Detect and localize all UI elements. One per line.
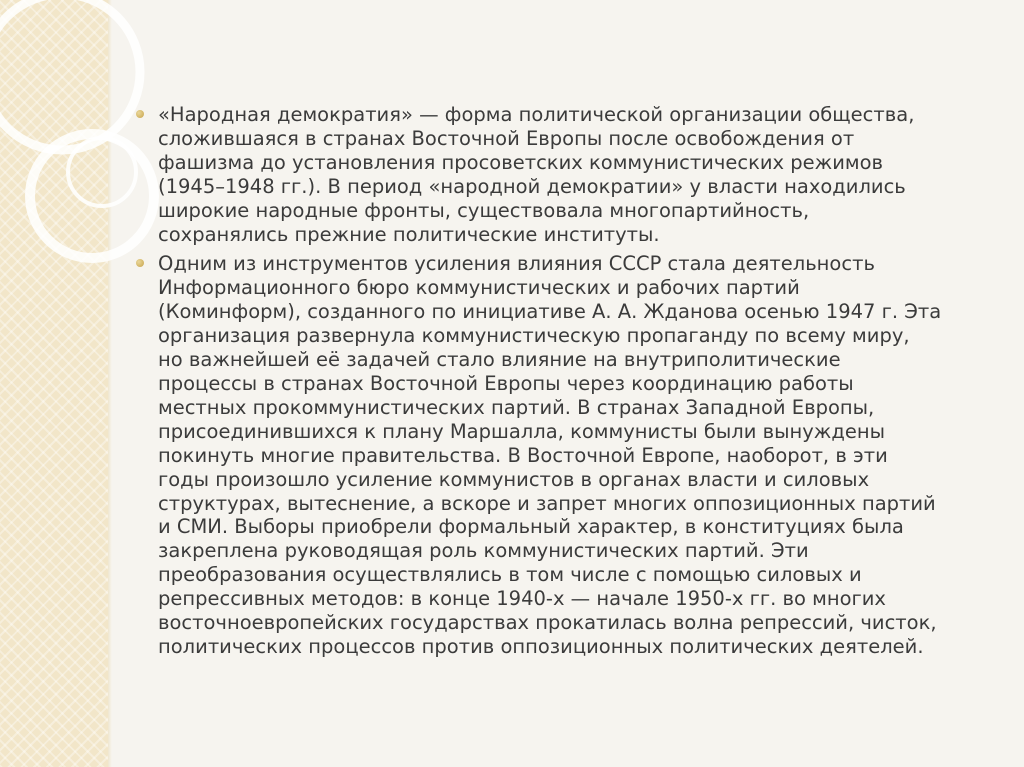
bullet-line: широкие народные фронты, существовала многопартийность, bbox=[158, 198, 810, 222]
bullet-line: структурах, вытеснение, а вскоре и запрет многих оппозиционных партий bbox=[158, 491, 936, 515]
bullet-list bbox=[136, 103, 986, 659]
bullet-line: сохранялись прежние политические институты. bbox=[158, 222, 660, 246]
bullet-line: организация развернула коммунистическую пропаганду по всему миру, bbox=[158, 324, 910, 348]
bullet-line: восточноевропейских государствах прокатилась волна репрессий, чисток, bbox=[158, 611, 937, 635]
bullet-people-democracy bbox=[136, 103, 986, 246]
bullet-line: фашизма до установления просоветских коммунистических режимов bbox=[158, 150, 884, 174]
bullet-line: Информационного бюро коммунистических и рабочих партий bbox=[158, 276, 800, 300]
bullet-line: сложившаяся в странах Восточной Европы после освобождения от bbox=[158, 126, 855, 150]
bullet-line: (Коминформ), созданного по инициативе А. А. Жданова осенью 1947 г. Эта bbox=[158, 300, 942, 324]
bullet-line: «Народная демократия» — форма политической организации общества, bbox=[158, 103, 915, 126]
bullet-line: Одним из инструментов усиления влияния СССР стала деятельность bbox=[158, 252, 875, 276]
ring-large bbox=[0, 0, 140, 150]
ring-small bbox=[68, 138, 136, 206]
bullet-line: покинуть многие правительства. В Восточной Европе, наоборот, в эти bbox=[158, 443, 888, 467]
bullet-line: преобразования осуществлялись в том числе с помощью силовых и bbox=[158, 563, 862, 587]
slide-content bbox=[136, 103, 986, 665]
bullet-line: присоединившихся к плану Маршалла, коммунисты были вынуждены bbox=[158, 419, 885, 443]
bullet-dot-icon bbox=[136, 110, 144, 118]
bullet-line: репрессивных методов: в конце 1940-х — начале 1950-х гг. во многих bbox=[158, 587, 886, 611]
bullet-dot-icon bbox=[136, 259, 144, 267]
bullet-line: закреплена руководящая роль коммунистических партий. Эти bbox=[158, 539, 809, 563]
bullet-line: и СМИ. Выборы приобрели формальный характер, в конституциях была bbox=[158, 515, 904, 539]
bullet-line: местных прокоммунистических партий. В странах Западной Европы, bbox=[158, 395, 875, 419]
bullet-line: годы произошло усиление коммунистов в органах власти и силовых bbox=[158, 467, 870, 491]
bullet-line: (1945–1948 гг.). В период «народной демократии» у власти находились bbox=[158, 174, 906, 198]
bullet-line: процессы в странах Восточной Европы через координацию работы bbox=[158, 371, 854, 395]
bullet-line: политических процессов против оппозиционных политических деятелей. bbox=[158, 634, 924, 658]
bullet-line: но важнейшей её задачей стало влияние на внутриполитические bbox=[158, 348, 841, 372]
bullet-cominform bbox=[136, 252, 986, 658]
